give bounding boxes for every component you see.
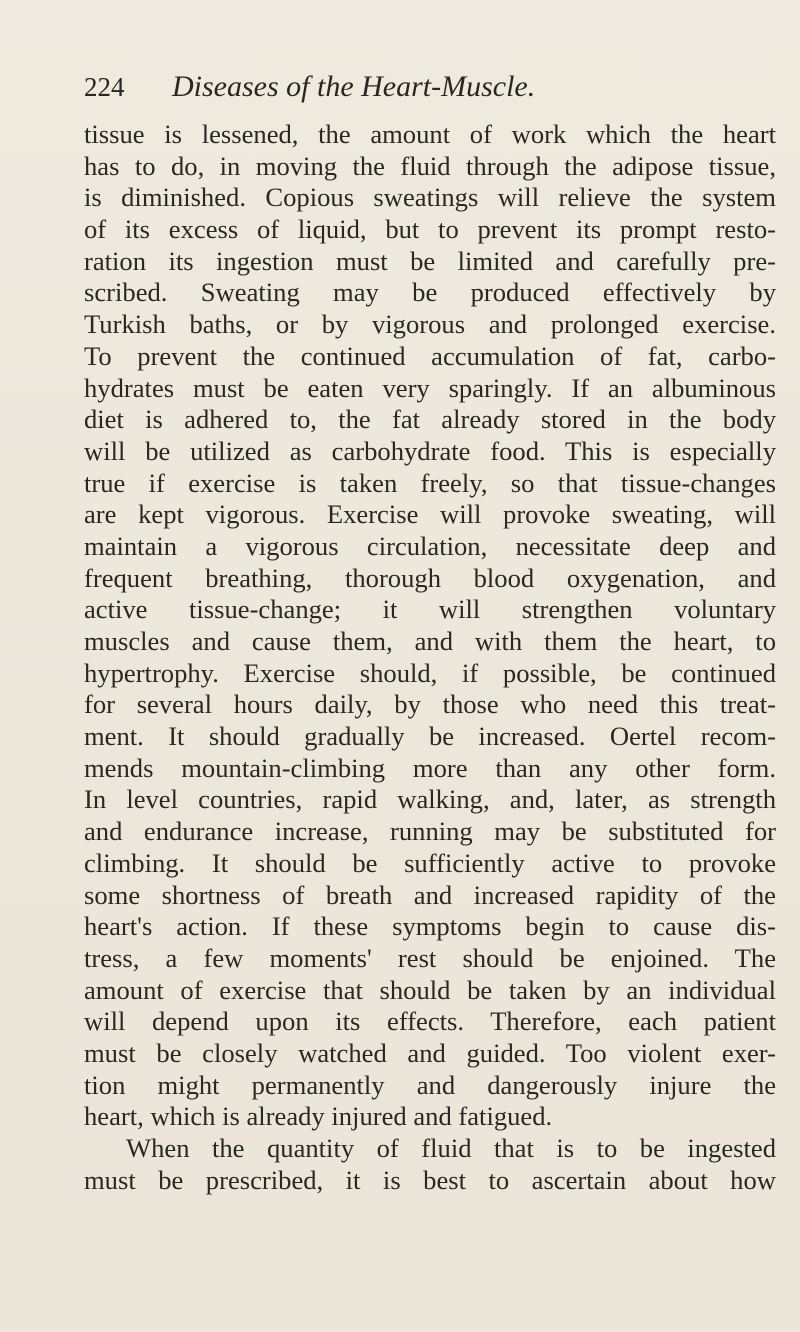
text-line: muscles and cause them, and with them the heart, to [84,626,776,656]
text-line: will depend upon its effects. Therefore, each patient [84,1006,776,1037]
text-line: heart's action. If these symptoms begin to cause dis- [84,911,776,942]
text-line: for several hours daily, by those who need this treat- [84,689,776,720]
page-number: 224 [84,72,125,102]
text-line: diet is adhered to, the fat already stored in the body [84,404,776,435]
text-line: amount of exercise that should be taken by an individual [84,974,776,1005]
text-line: of its excess of liquid, but to prevent its prompt resto- [84,214,776,245]
paragraph-2 [84,1133,776,1196]
text-line: and endurance increase, running may be substituted for [84,816,776,847]
text-line: In level countries, rapid walking, and, later, as strength [84,784,776,815]
text-line: To prevent the continued accumulation of fat, carbo- [84,340,776,371]
page-header [84,70,774,110]
body-text [84,119,776,1196]
text-line: must be closely watched and guided. Too violent exer- [84,1037,776,1068]
text-line: When the quantity of fluid that is to be ingested [126,1133,776,1163]
text-line: heart, which is already injured and fatigued. [84,1101,553,1132]
text-line: Turkish baths, or by vigorous and prolonged exercise. [84,309,776,340]
text-line: are kept vigorous. Exercise will provoke sweating, will [84,499,776,530]
text-line: climbing. It should be sufficiently active to provoke [84,847,776,878]
paragraph-1 [84,119,776,1133]
text-line: has to do, in moving the fluid through the adipose tissue, [84,150,776,181]
text-line: tissue is lessened, the amount of work which the heart [84,119,776,149]
text-line: frequent breathing, thorough blood oxygenation, and [84,562,776,593]
text-line: must be prescribed, it is best to ascertain about how [84,1164,776,1195]
text-line: ment. It should gradually be increased. Oertel recom- [84,721,776,752]
text-line: mends mountain-climbing more than any other form. [84,752,776,783]
text-line: active tissue-change; it will strengthen voluntary [84,594,776,625]
text-line: true if exercise is taken freely, so that tissue-changes [84,467,776,498]
text-line: maintain a vigorous circulation, necessitate deep and [84,530,776,561]
text-line: hypertrophy. Exercise should, if possible, be continued [84,657,776,688]
text-line: hydrates must be eaten very sparingly. If an albuminous [84,372,776,403]
text-line: some shortness of breath and increased rapidity of the [84,879,776,910]
text-line: scribed. Sweating may be produced effectively by [84,277,776,308]
text-line: tion might permanently and dangerously injure the [84,1069,776,1100]
text-line: is diminished. Copious sweatings will relieve the system [84,182,776,213]
text-line: ration its ingestion must be limited and carefully pre- [84,245,776,276]
text-line: will be utilized as carbohydrate food. This is especially [84,435,776,466]
running-title: Diseases of the Heart-Muscle. [172,70,536,103]
text-line: tress, a few moments' rest should be enjoined. The [84,942,776,973]
